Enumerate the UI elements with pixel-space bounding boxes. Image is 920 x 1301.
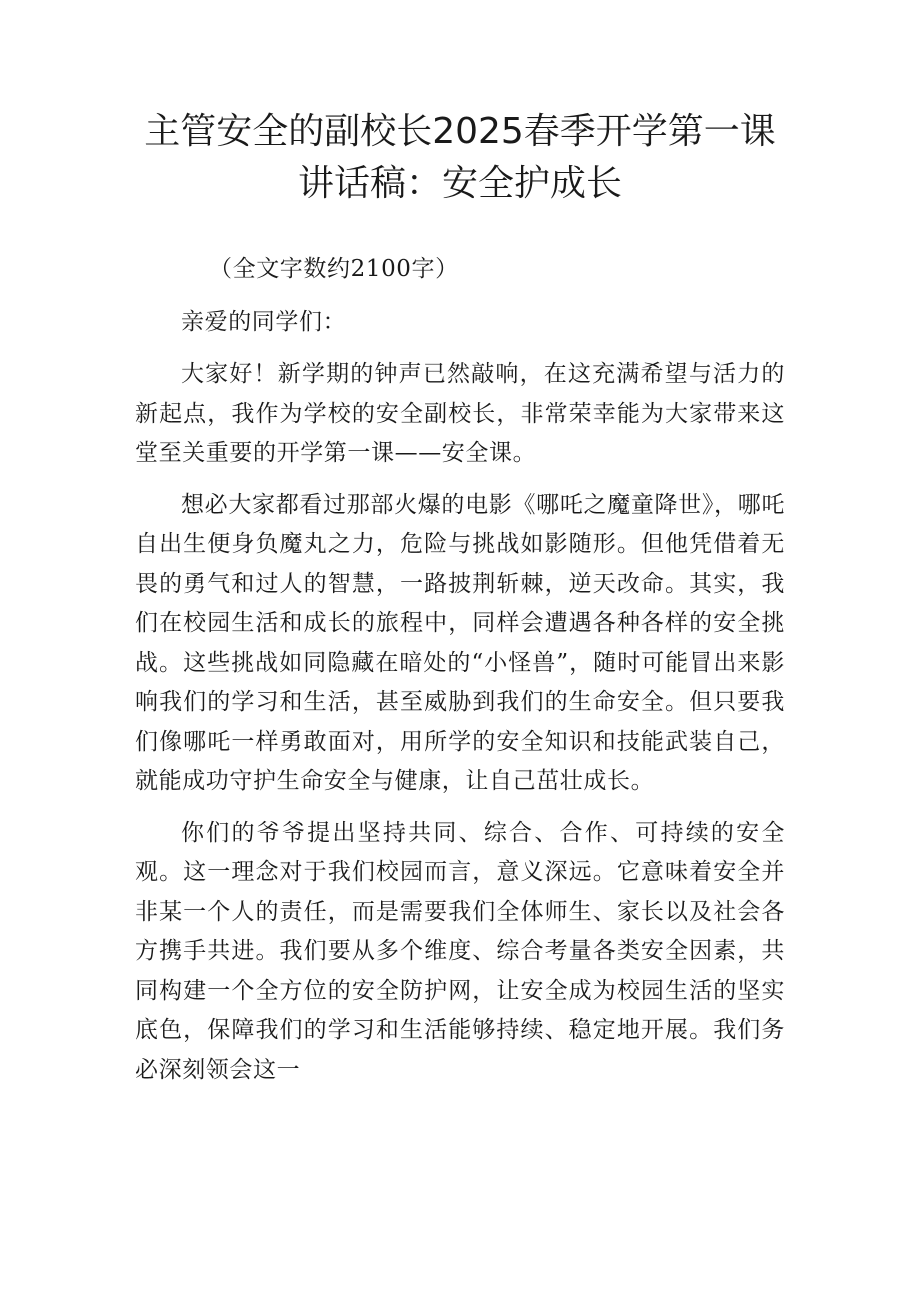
paragraph-opening: 大家好！新学期的钟声已然敲响，在这充满希望与活力的新起点，我作为学校的安全副校长，非常荣幸能为大家带来这堂至关重要的开学第一课——安全课。 bbox=[135, 361, 785, 466]
paragraph-security-concept: 你们的爷爷提出坚持共同、综合、合作、可持续的安全观。这一理念对于我们校园而言，意义深远。它意味着安全并非某一个人的责任，而是需要我们全体师生、家长以及社会各方携手共进。我们要从多个维度、综合考量各类安全因素，共同构建一个全方位的安全防护网，让安全成为校园生活的坚实底色，保障我们的学习和生活能够持续、稳定地开展。我们务必深刻领会这一 bbox=[135, 819, 785, 1083]
document-body bbox=[135, 250, 785, 1102]
document-title: 主管安全的副校长2025春季开学第一课讲话稿：安全护成长 bbox=[144, 111, 776, 204]
greeting: 亲爱的同学们： bbox=[181, 308, 347, 335]
word-count-note: （全文字数约2100字） bbox=[209, 256, 459, 282]
paragraph-nezha: 想必大家都看过那部火爆的电影《哪吒之魔童降世》，哪吒自出生便身负魔丸之力，危险与挑战如影随形。但他凭借着无畏的勇气和过人的智慧，一路披荆斩棘，逆天改命。其实，我们在校园生活和成长的旅程中，同样会遭遇各种各样的安全挑战。这些挑战如同隐藏在暗处的“小怪兽”，随时可能冒出来影响我们的学习和生活，甚至威胁到我们的生命安全。但只要我们像哪吒一样勇敢面对，用所学的安全知识和技能武装自己，就能成功守护生命安全与健康，让自己茁壮成长。 bbox=[135, 491, 785, 794]
